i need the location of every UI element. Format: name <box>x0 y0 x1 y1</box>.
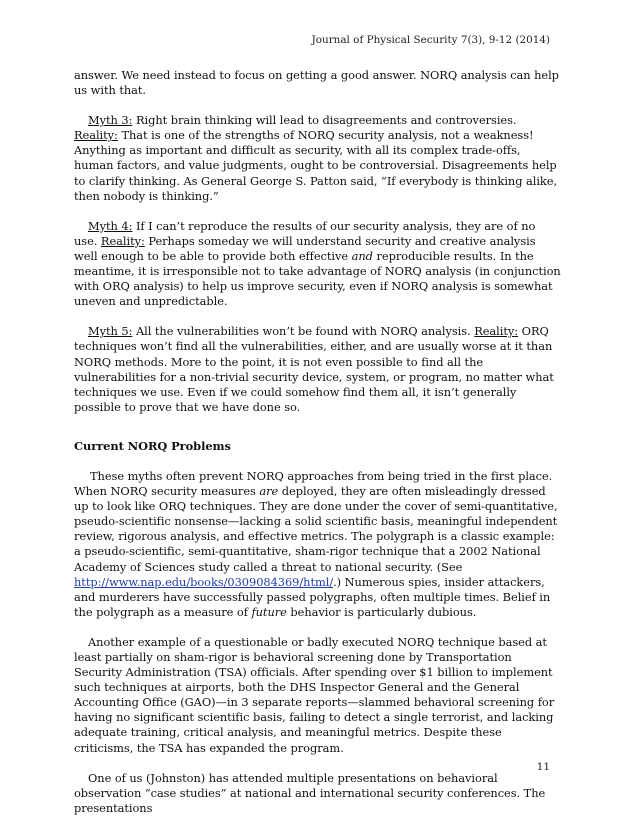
paragraph-problems-2 <box>74 635 562 756</box>
paragraph-myth-4 <box>74 219 562 310</box>
myth-5-text: All the vulnerabilities won’t be found with NORQ analysis. <box>135 324 471 339</box>
myth-4-text: If I can’t reproduce the results of our security analysis, they are of no use. <box>74 218 536 248</box>
section-heading: Current NORQ Problems <box>74 438 231 453</box>
paragraph-myth-5 <box>74 324 562 415</box>
problems-1-text-a: These myths often prevent NORQ approaches from being tried in the first place. When NORQ security measures <box>74 468 553 499</box>
myth-5-reality-label: Reality: <box>474 324 519 339</box>
myth-3-label: Myth 3: <box>88 113 133 128</box>
problems-1-text-d: behavior is particularly dubious. <box>290 604 477 619</box>
paragraph-myth-3 <box>74 113 562 204</box>
paragraph-problems-1 <box>74 469 562 620</box>
myth-4-reality-text-a: Perhaps someday we will understand security and creative analysis well enough to be able to provide both effective <box>74 233 536 263</box>
problems-2-text: Another example of a questionable or badly executed NORQ technique based at least partially on sham-rigor is behavioral screening done by Transportation Security Administration (TSA) officials. After spending over $1 billion to implement such techniques at airports, both the DHS Inspector General and the General Accounting Office (GAO)—in 3 separate reports—slammed behavioral screening for having no significant scientific basis, failing to detect a single terrorist, and lacking adequate training, critical analysis, and meaningful metrics. Despite these criticisms, the TSA has expanded the program. <box>74 634 555 755</box>
myth-3-reality-text: That is one of the strengths of NORQ security analysis, not a weakness! Anything as important and difficult as security, with all its complex trade-offs, human factors, and value judgments, ought to be controversial. Disagreements help to clarify thinking. As General George S. Patton said, “If everybody is thinking alike, then nobody is thinking.” <box>74 128 558 203</box>
myth-4-label: Myth 4: <box>88 218 133 233</box>
myth-3-text: Right brain thinking will lead to disagreements and controversies. <box>135 113 517 128</box>
myth-3-reality-label: Reality: <box>74 128 118 143</box>
article-body <box>74 68 562 831</box>
myth-4-emphasis: and <box>351 248 373 263</box>
running-header: Journal of Physical Security 7(3), 9-12 (2014) <box>311 34 550 46</box>
problems-1-text-b: deployed, they are often misleadingly dressed up to look like ORQ techniques. They are done under the cover of semi-quantitative, pseudo-scientific nonsense—lacking a solid scientific basis, meaningful independent review, rigorous analysis, and effective metrics. The polygraph is a classic example: a pseudo-scientific, semi-quantitative, sham-rigor technique that a 2002 National Academy of Sciences study called a threat to national security. (See <box>74 484 558 574</box>
problems-1-text-c: .) Numerous spies, insider attackers, and murderers have successfully passed polygraphs, often multiple times. Belief in the polygraph as a measure of <box>74 574 551 619</box>
myth-5-label: Myth 5: <box>88 324 133 339</box>
myth-5-reality-text: ORQ techniques won’t find all the vulnerabilities, either, and are usually worse at it than NORQ methods. More to the point, it is not even possible to find all the vulnerabilities for a non-trivial security device, system, or program, no matter what techniques we use. Even if we could somehow find them all, it isn’t generally possible to prove that we have done so. <box>74 324 554 414</box>
nap-reference-link[interactable]: http://www.nap.edu/books/0309084369/html/ <box>74 574 334 589</box>
problems-3-text: One of us (Johnston) has attended multiple presentations on behavioral observation “case studies” at national and international security conferences. The presentations <box>74 770 546 815</box>
myth-4-reality-text-b: reproducible results. In the meantime, it is irresponsible not to take advantage of NORQ analysis (in conjunction with ORQ analysis) to help us improve security, even if NORQ analysis is somewhat uneven and unpredictable. <box>74 248 561 309</box>
paragraph-problems-3 <box>74 771 562 816</box>
problems-1-emphasis-future: future <box>251 604 287 619</box>
problems-1-emphasis-are: are <box>259 484 279 499</box>
myth-4-reality-label: Reality: <box>100 233 145 248</box>
page-number: 11 <box>536 761 550 773</box>
paragraph-continuation: answer. We need instead to focus on getting a good answer. NORQ analysis can help us with that. <box>74 68 559 98</box>
